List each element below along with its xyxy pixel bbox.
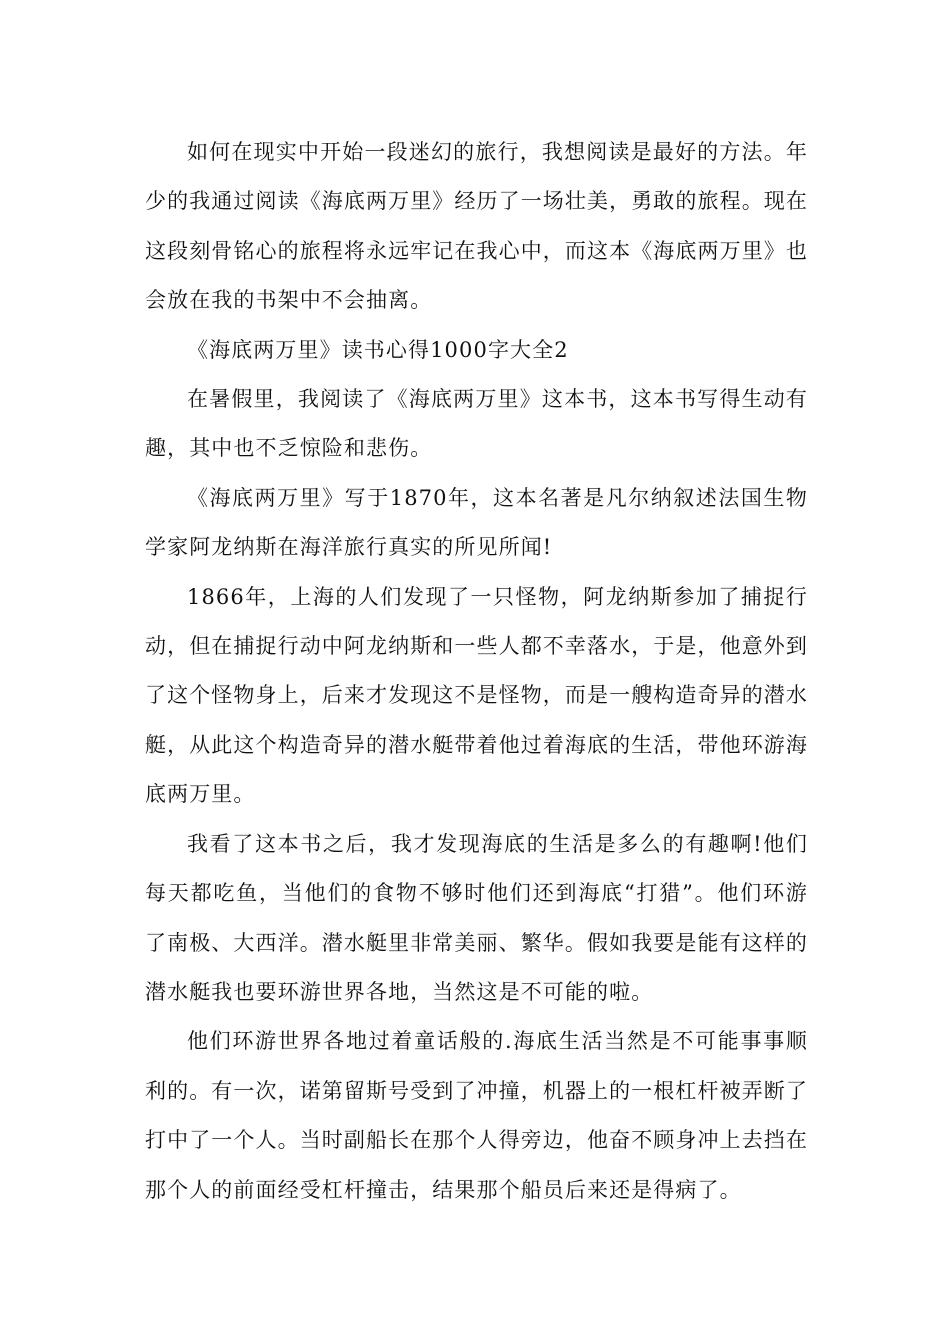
paragraph-summer-reading: 在暑假里，我阅读了《海底两万里》这本书，这本书写得生动有趣，其中也不乏惊险和悲伤。	[145, 387, 808, 461]
paragraph-intro-conclusion: 如何在现实中开始一段迷幻的旅行，我想阅读是最好的方法。年少的我通过阅读《海底两万里》经历了一场壮美，勇敢的旅程。现在这段刻骨铭心的旅程将永远牢记在我心中，而这本《海底两万里》也会放在我的书架中不会抽离。	[145, 140, 808, 313]
document-page	[145, 128, 808, 1215]
section-title: 《海底两万里》读书心得1000字大全2	[187, 337, 569, 362]
paragraph-book-background: 《海底两万里》写于1870年，这本名著是凡尔纳叙述法国生物学家阿龙纳斯在海洋旅行真实的所见所闻!	[145, 485, 808, 560]
paragraph-story-summary: 1866年，上海的人们发现了一只怪物，阿龙纳斯参加了捕捉行动，但在捕捉行动中阿龙纳斯和一些人都不幸落水，于是，他意外到了这个怪物身上，后来才发现这不是怪物，而是一艘构造奇异的潜水艇，从此这个构造奇异的潜水艇带着他过着海底的生活，带他环游海底两万里。	[145, 584, 808, 807]
paragraph-accident: 他们环游世界各地过着童话般的.海底生活当然是不可能事事顺利的。有一次，诺第留斯号受到了冲撞，机器上的一根杠杆被弄断了打中了一个人。当时副船长在那个人得旁边，他奋不顾身冲上去挡在那个人的前面经受杠杆撞击，结果那个船员后来还是得病了。	[145, 1029, 808, 1202]
paragraph-underwater-life: 我看了这本书之后，我才发现海底的生活是多么的有趣啊!他们每天都吃鱼，当他们的食物不够时他们还到海底“打猎”。他们环游了南极、大西洋。潜水艇里非常美丽、繁华。假如我要是能有这样的潜水艇我也要环游世界各地，当然这是不可能的啦。	[145, 831, 808, 1004]
